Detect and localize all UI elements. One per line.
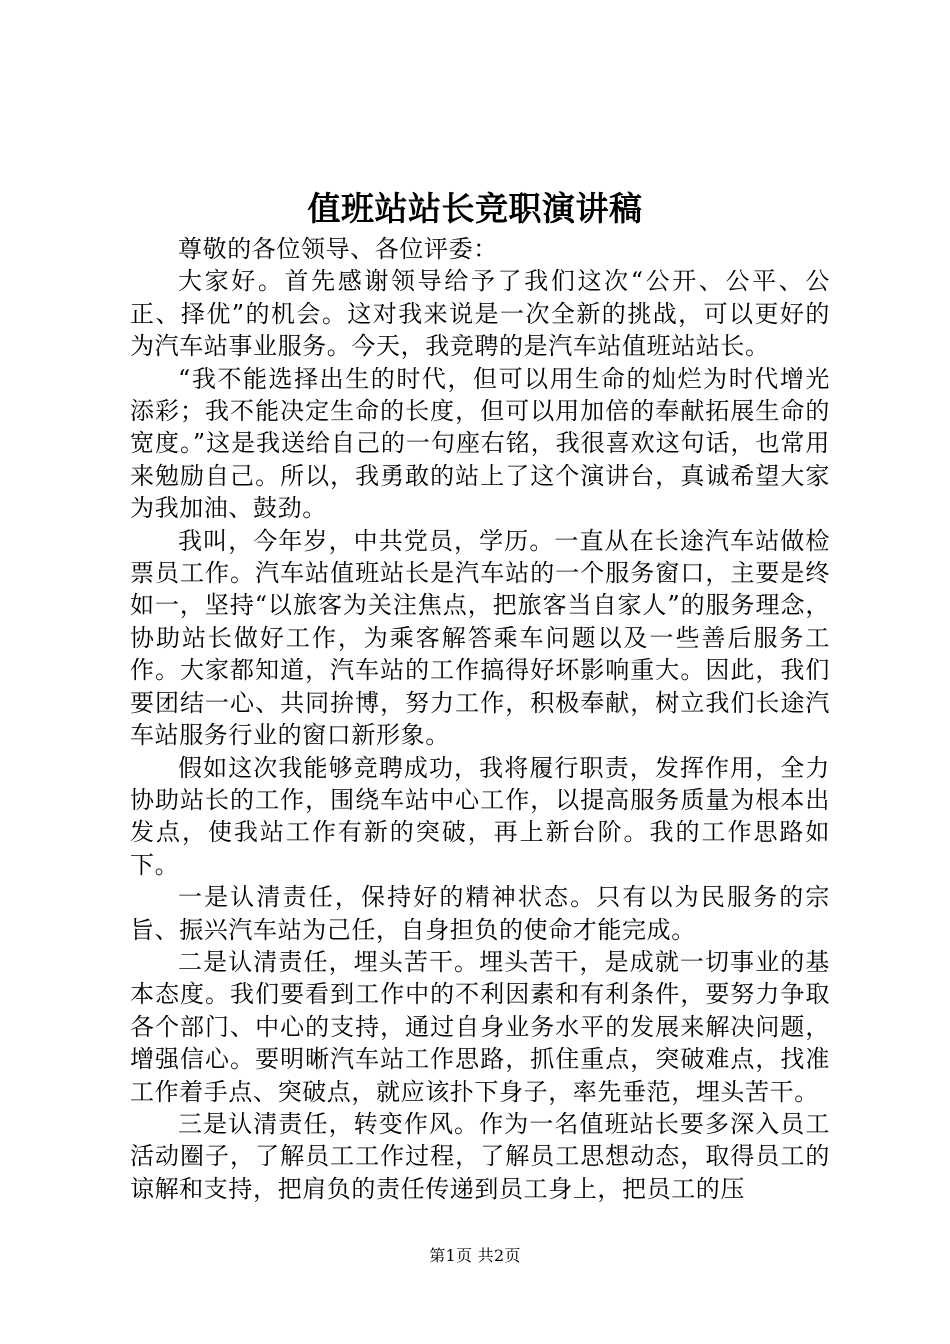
paragraph-point-three: 三是认清责任，转变作风。作为一名值班站长要多深入员工活动圈子，了解员工工作过程，了解员工思想动态，取得员工的谅解和支持，把肩负的责任传递到员工身上，把员工的压	[130, 1109, 830, 1203]
document-title: 值班站站长竞职演讲稿	[307, 189, 643, 228]
paragraph-point-two: 二是认清责任，埋头苦干。埋头苦干，是成就一切事业的基本态度。我们要看到工作中的不利因素和有利条件，要努力争取各个部门、中心的支持，通过自身业务水平的发展来解决问题，增强信心。要明晰汽车站工作思路，抓住重点，突破难点，找准工作着手点、突破点，就应该扑下身子，率先垂范，埋头苦干。	[130, 947, 830, 1106]
paragraph-point-one: 一是认清责任，保持好的精神状态。只有以为民服务的宗旨、振兴汽车站为己任，自身担负的使命才能完成。	[130, 883, 830, 944]
paragraph-salutation: 尊敬的各位领导、各位评委：	[178, 235, 498, 263]
paragraph-motto: “我不能选择出生的时代，但可以用生命的灿烂为时代增光添彩；我不能决定生命的长度，但可以用加倍的奉献拓展生命的宽度。”这是我送给自己的一句座右铭，我很喜欢这句话，也常用来勉励自己。所以，我勇敢的站上了这个演讲台，真诚希望大家为我加油、鼓劲。	[130, 364, 830, 523]
paragraph-commitment: 假如这次我能够竞聘成功，我将履行职责，发挥作用，全力协助站长的工作，围绕车站中心工作，以提高服务质量为根本出发点，使我站工作有新的突破，再上新台阶。我的工作思路如下。	[130, 753, 830, 879]
page-footer: 第1页 共2页	[429, 1246, 521, 1265]
paragraph-greeting: 大家好。首先感谢领导给予了我们这次“公开、公平、公正、择优”的机会。这对我来说是一次全新的挑战，可以更好的为汽车站事业服务。今天，我竞聘的是汽车站值班站站长。	[130, 267, 830, 361]
document-body	[130, 233, 830, 1205]
paragraph-self-introduction: 我叫，今年岁，中共党员，学历。一直从在长途汽车站做检票员工作。汽车站值班站长是汽车站的一个服务窗口，主要是终如一，坚持“以旅客为关注焦点，把旅客当自家人”的服务理念，协助站长做好工作，为乘客解答乘车问题以及一些善后服务工作。大家都知道，汽车站的工作搞得好坏影响重大。因此，我们要团结一心、共同拚博，努力工作，积极奉献，树立我们长途汽车站服务行业的窗口新形象。	[130, 526, 830, 750]
